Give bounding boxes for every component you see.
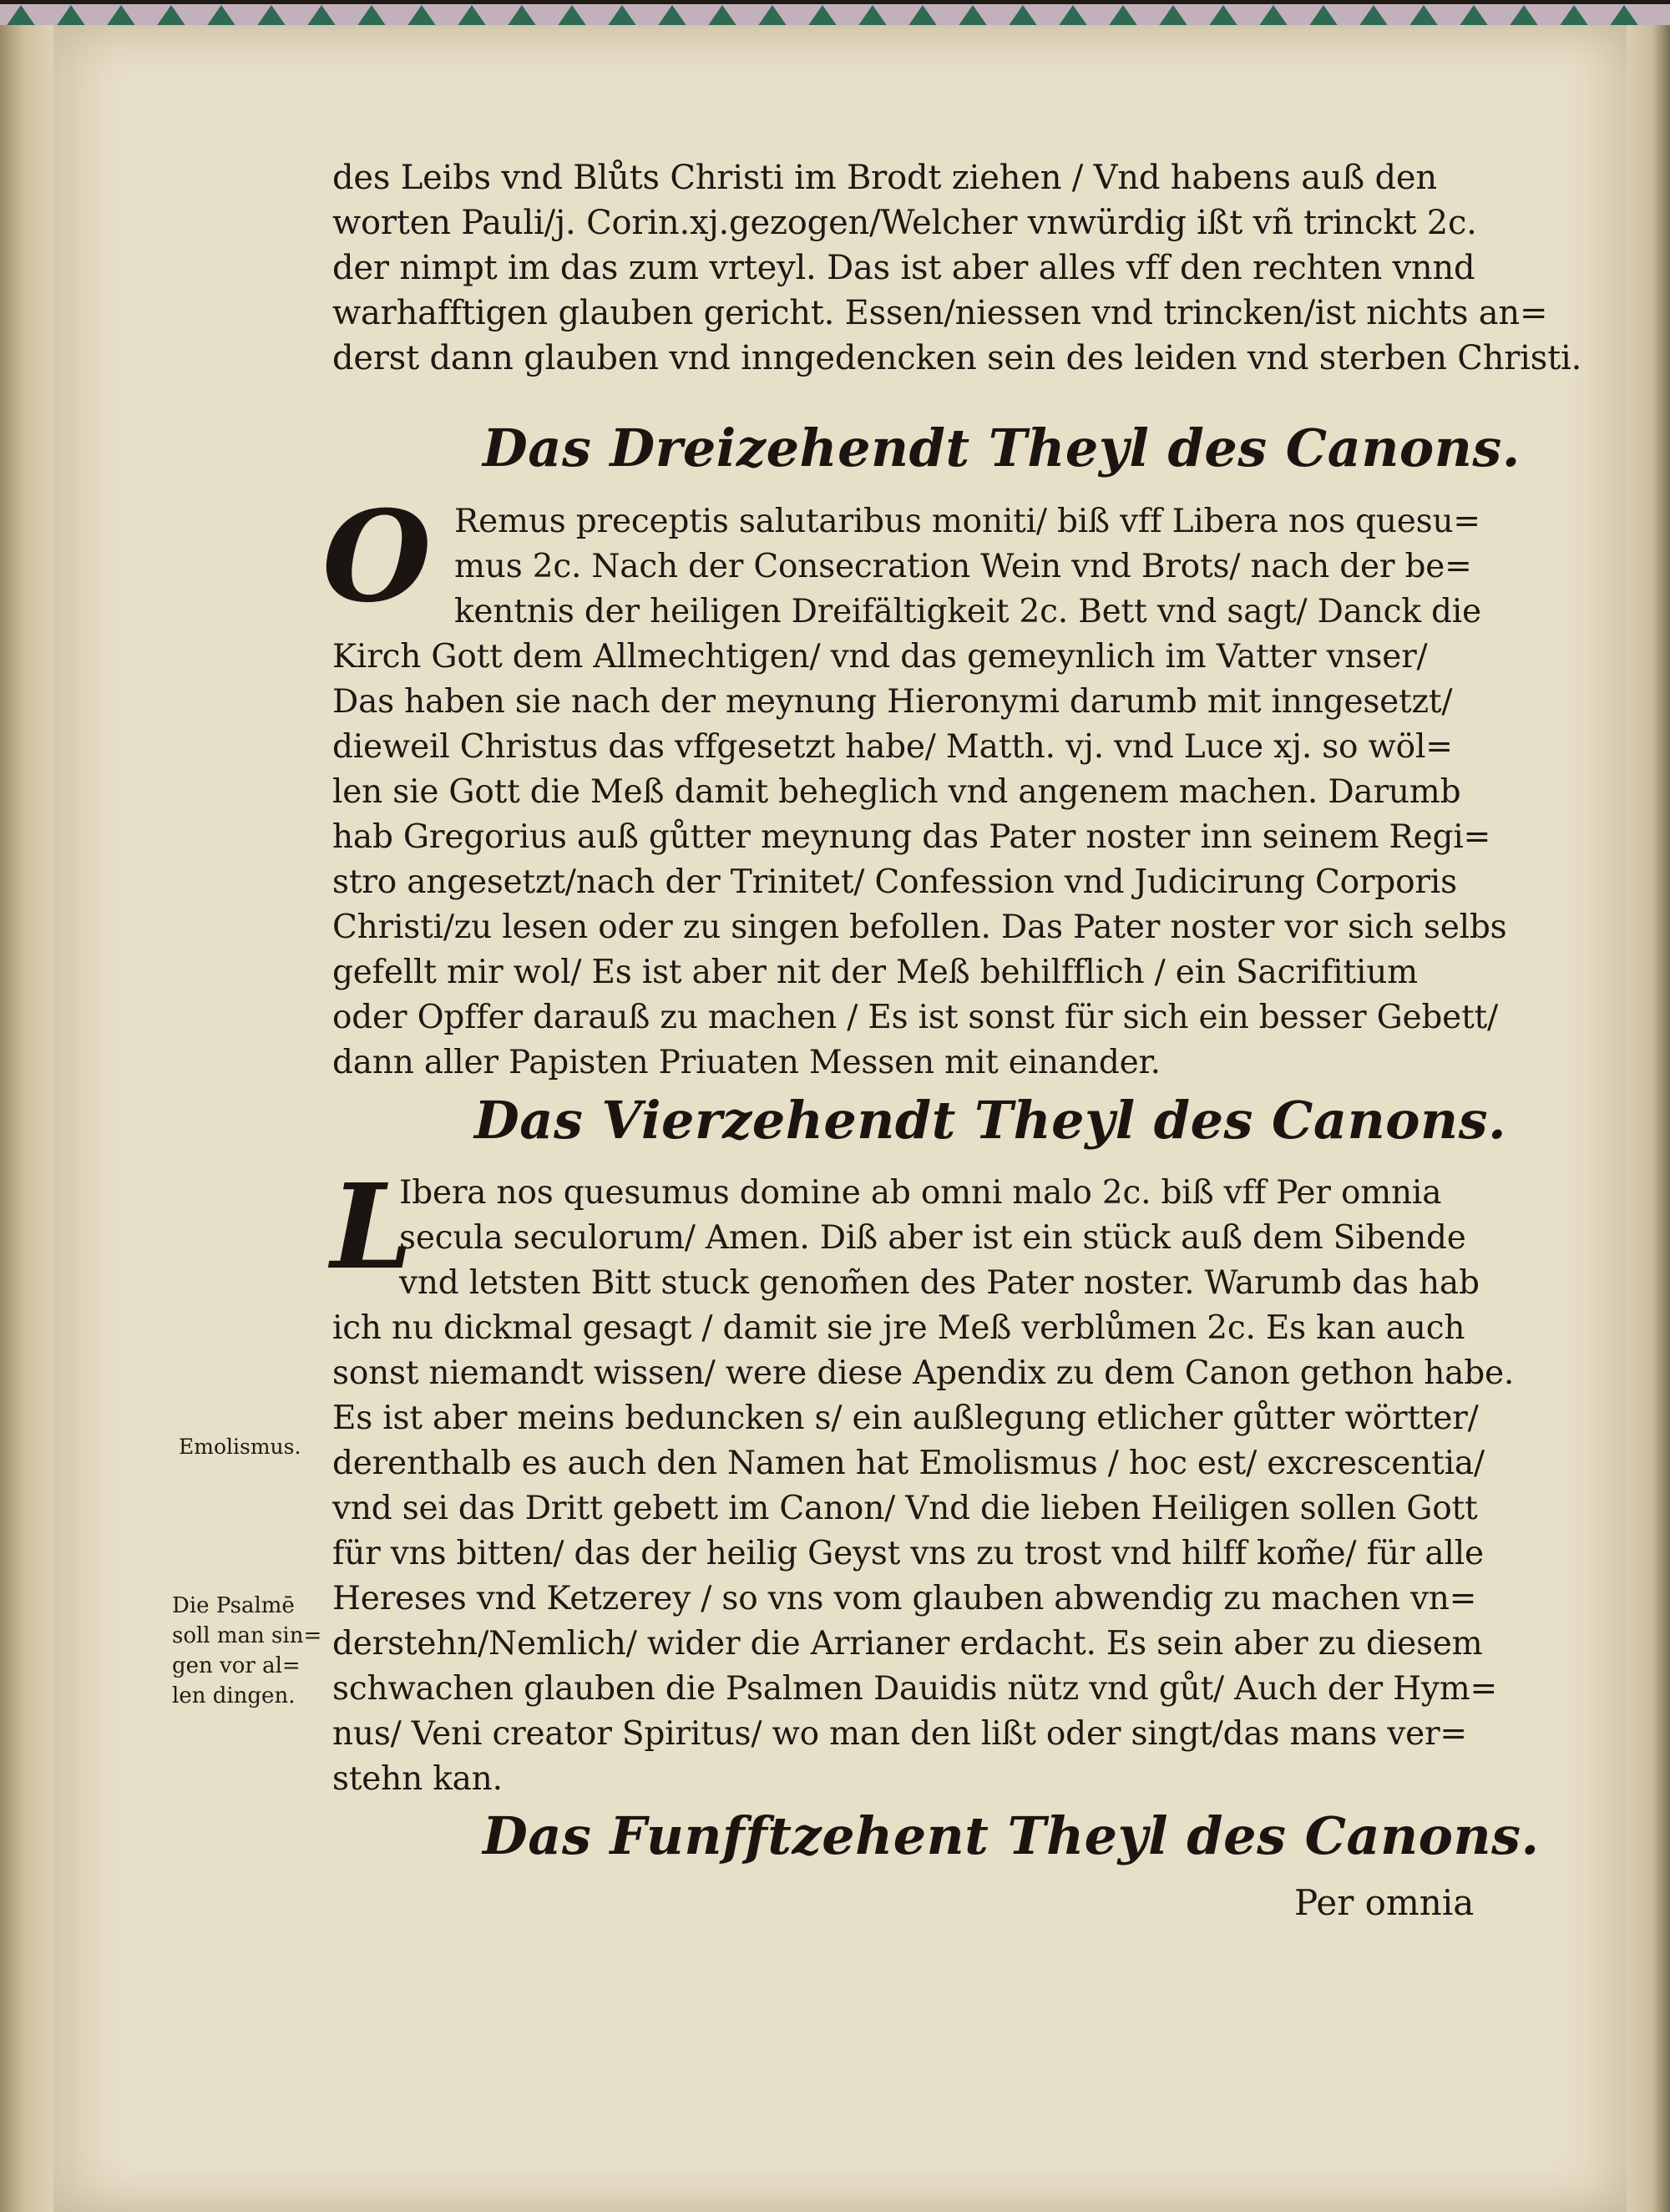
text-line: vnd sei das Dritt gebett im Canon/ Vnd die lieben Heiligen sollen Gott (332, 1490, 1478, 1527)
section-heading: Das Funfftzehent Theyl des Canons. (483, 1805, 1540, 1866)
margin-note-psalme-line: Die Psalmē (172, 1593, 295, 1618)
text-line: derstehn/Nemlich/ wider die Arrianer erdacht. Es sein aber zu diesem (332, 1625, 1483, 1663)
text-line: Es ist aber meins beduncken s/ ein außlegung etlicher gůtter wörtter/ (332, 1400, 1479, 1437)
text-line: stehn kan. (332, 1760, 503, 1798)
section-heading: Das Dreizehendt Theyl des Canons. (483, 418, 1521, 478)
text-line: Ibera nos quesumus domine ab omni malo 2c. biß vff Per omnia (399, 1174, 1442, 1212)
text-line: vnd letsten Bitt stuck genom̃en des Pater noster. Warumb das hab (399, 1264, 1480, 1302)
section-heading: Das Vierzehendt Theyl des Canons. (474, 1090, 1507, 1151)
text-line: Christi/zu lesen oder zu singen befollen. Das Pater noster vor sich selbs (332, 909, 1507, 946)
margin-note-emolismus: Emolismus. (179, 1435, 301, 1459)
margin-note-psalme-line: gen vor al= (172, 1653, 301, 1678)
text-line: dieweil Christus das vffgesetzt habe/ Matth. vj. vnd Luce xj. so wöl= (332, 728, 1453, 766)
margin-note-psalme-line: len dingen. (172, 1683, 296, 1708)
text-line: len sie Gott die Meß damit beheglich vnd angenem machen. Darumb (332, 773, 1461, 811)
text-line: des Leibs vnd Blůts Christi im Brodt ziehen / Vnd habens auß den (332, 159, 1437, 197)
text-line: derenthalb es auch den Namen hat Emolismus / hoc est/ excrescentia/ (332, 1445, 1485, 1482)
initial-letter: O (322, 483, 432, 630)
text-line: für vns bitten/ das der heilig Geyst vns zu trost vnd hilff kom̃e/ für alle (332, 1535, 1484, 1572)
text-line: stro angesetzt/nach der Trinitet/ Confession vnd Judicirung Corporis (332, 863, 1457, 901)
text-line: Remus preceptis salutaribus moniti/ biß vff Libera nos quesu= (454, 503, 1480, 540)
text-line: der nimpt im das zum vrteyl. Das ist aber alles vff den rechten vnnd (332, 249, 1475, 287)
text-line: hab Gregorius auß gůtter meynung das Pater noster inn seinem Regi= (332, 818, 1491, 856)
text-line: dann aller Papisten Priuaten Messen mit einander. (332, 1044, 1161, 1081)
text-line: oder Opffer darauß zu machen / Es ist sonst für sich ein besser Gebett/ (332, 999, 1498, 1036)
text-line: ich nu dickmal gesagt / damit sie jre Meß verblůmen 2c. Es kan auch (332, 1309, 1465, 1347)
text-line: Hereses vnd Ketzerey / so vns vom glauben abwendig zu machen vn= (332, 1580, 1477, 1617)
text-line: derst dann glauben vnd inngedencken sein des leiden vnd sterben Christi. (332, 339, 1582, 377)
text-line: kentnis der heiligen Dreifältigkeit 2c. Bett vnd sagt/ Danck die (454, 593, 1481, 630)
page-edge (1627, 25, 1670, 2212)
text-line: sonst niemandt wissen/ were diese Apendix zu dem Canon gethon habe. (332, 1354, 1515, 1392)
text-line: warhafftigen glauben gericht. Essen/niessen vnd trincken/ist nichts an= (332, 294, 1548, 332)
text-line: schwachen glauben die Psalmen Dauidis nütz vnd gůt/ Auch der Hym= (332, 1670, 1497, 1708)
text-line: worten Pauli/j. Corin.xj.gezogen/Welcher vnwürdig ißt vñ trinckt 2c. (332, 204, 1477, 242)
text-line: mus 2c. Nach der Consecration Wein vnd Brots/ nach der be= (454, 548, 1472, 585)
text-line: gefellt mir wol/ Es ist aber nit der Meß behilfflich / ein Sacrifitium (332, 954, 1418, 991)
page-gutter (0, 25, 58, 2212)
text-line: nus/ Veni creator Spiritus/ wo man den lißt oder singt/das mans ver= (332, 1715, 1467, 1753)
text-line: secula seculorum/ Amen. Diß aber ist ein stück auß dem Sibende (399, 1219, 1466, 1257)
catchword: Per omnia (1294, 1882, 1475, 1923)
text-line: Das haben sie nach der meynung Hieronymi darumb mit inngesetzt/ (332, 683, 1453, 721)
margin-note-psalme-line: soll man sin= (172, 1623, 322, 1648)
text-line: Kirch Gott dem Allmechtigen/ vnd das gemeynlich im Vatter vnser/ (332, 638, 1428, 676)
initial-letter: L (331, 1159, 413, 1296)
